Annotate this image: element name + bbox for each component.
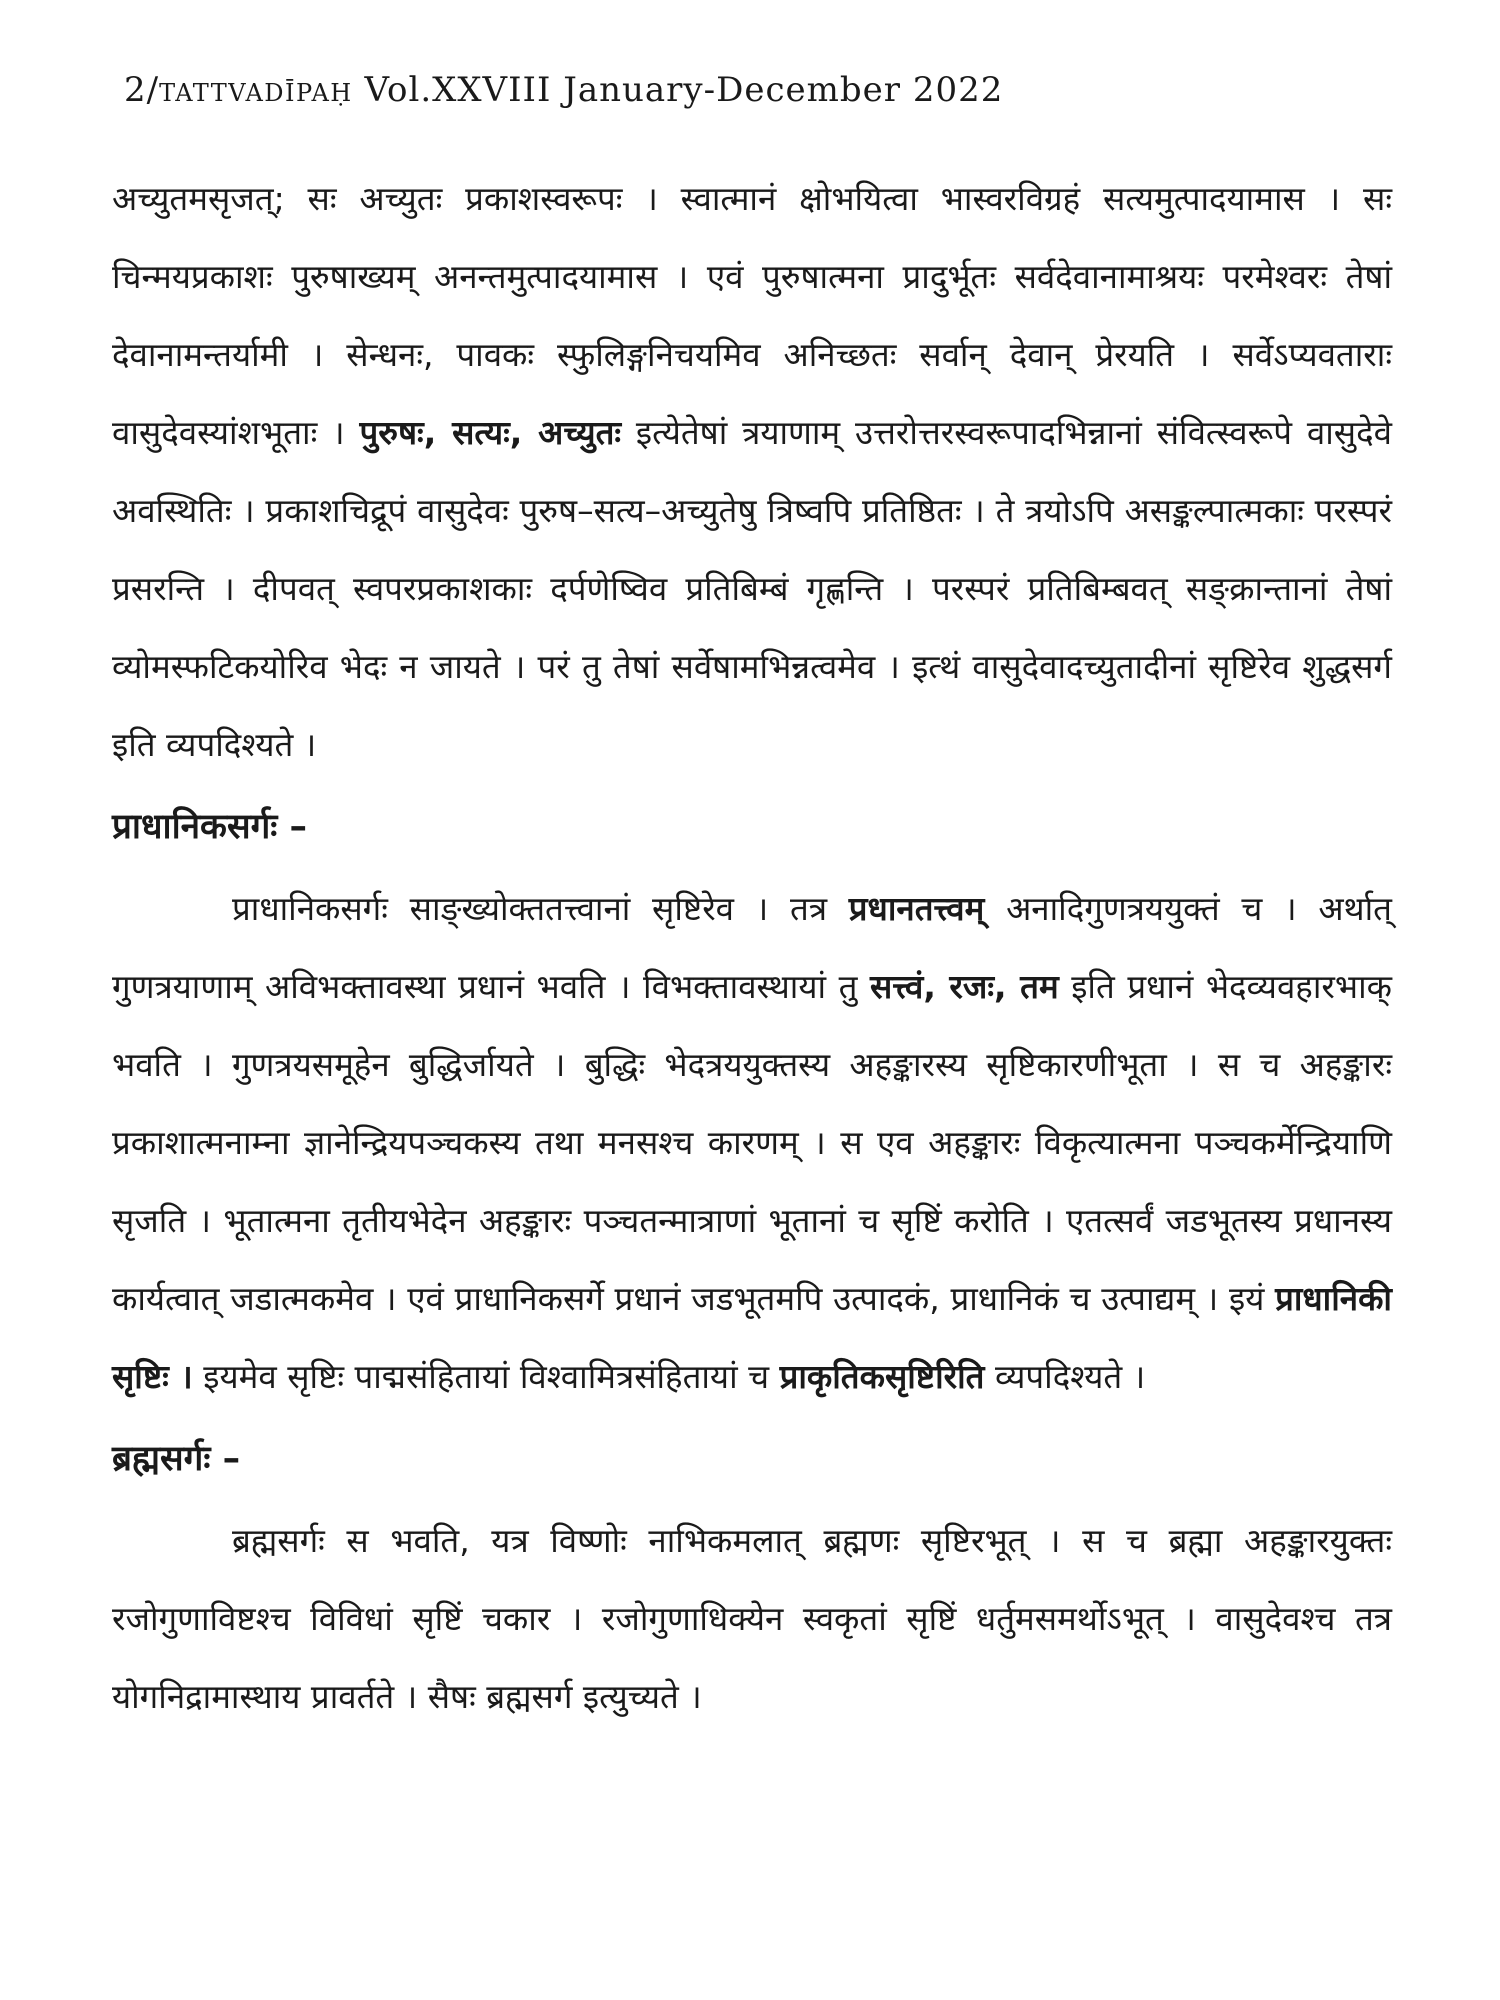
bold-term: प्राधानिकी सृष्टिः । (112, 1279, 1392, 1396)
paragraph-text: ब्रह्मसर्गः स भवति, यत्र विष्णोः नाभिकमलात् ब्रह्मणः सृष्टिरभूत् । स च ब्रह्मा अहङ्कारयुक्तः रजोगुणाविष्टश्च विविधां सृष्टिं चकार । रजोगुणाधिक्येन स्वकृतां सृष्टिं धर्तुमसमर्थोऽभूत् । वासुदेवश्च तत्र योगनिद्रामास्थाय प्रावर्तते । सैषः ब्रह्मसर्ग इत्युच्यते । (112, 1521, 1392, 1716)
issue-info: Vol.XXVIII January-December 2022 (364, 70, 1004, 110)
paragraph-text: इयमेव सृष्टिः पाद्मसंहितायां विश्वामित्रसंहितायां च (203, 1357, 770, 1396)
paragraph-text: अच्युतमसृजत्; सः अच्युतः प्रकाशस्वरूपः । स्वात्मानं क्षोभयित्वा भास्वरविग्रहं सत्यमुत्पादयामास । सः चिन्मयप्रकाशः पुरुषाख्यम् अनन्तमुत्पादयामास । एवं पुरुषात्मना प्रादुर्भूतः सर्वदेवानामाश्रयः परमेश्वरः तेषां देवानामन्तर्यामी । सेन्धनः, पावकः स्फुलिङ्गनिचयमिव अनिच्छतः सर्वान् देवान् प्रेरयति । सर्वेऽप्यवताराः वासुदेवस्यांशभूताः । (112, 179, 1392, 452)
paragraph-text: प्राधानिकसर्गः साङ्ख्योक्ततत्त्वानां सृष्टिरेव । तत्र (232, 889, 828, 928)
running-header (124, 70, 1003, 110)
paragraph-brahma-sarga (112, 1502, 1392, 1736)
paragraph-text: अनादिगुणत्रययुक्तं च । अर्थात् गुणत्रयाणाम् अविभक्तावस्था प्रधानं भवति । विभक्तावस्थायां तु (112, 889, 1392, 1006)
journal-name: TATTVADĪPAḤ (159, 79, 353, 107)
page-number: 2/ (124, 70, 160, 110)
paragraph-text: इत्येतेषां त्रयाणाम् उत्तरोत्तरस्वरूपादभिन्नानां संवित्स्वरूपे वासुदेवे अवस्थितिः । प्रकाशचिद्रूपं वासुदेवः पुरुष–सत्य–अच्युतेषु त्रिष्वपि प्रतिष्ठितः । ते त्रयोऽपि असङ्कल्पात्मकाः परस्परं प्रसरन्ति । दीपवत् स्वपरप्रकाशकाः दर्पणेष्विव प्रतिबिम्बं गृह्णन्ति । परस्परं प्रतिबिम्बवत् सङ्क्रान्तानां तेषां व्योमस्फटिकयोरिव भेदः न जायते । परं तु तेषां सर्वेषामभिन्नत्वमेव । इत्थं वासुदेवादच्युतादीनां सृष्टिरेव शुद्धसर्ग इति व्यपदिश्यते । (112, 413, 1392, 764)
bold-term: प्राकृतिकसृष्टिरिति (779, 1357, 985, 1396)
paragraph-pradhanika-sarga (112, 870, 1392, 1416)
paragraph-text: व्यपदिश्यते । (994, 1357, 1146, 1396)
bold-term: प्रधानतत्त्वम् (848, 889, 985, 928)
section-heading-brahma: ब्रह्मसर्गः – (112, 1439, 241, 1479)
bold-term: सत्त्वं, रजः, तम (869, 967, 1059, 1006)
paragraph-text: इति प्रधानं भेदव्यवहारभाक् भवति । गुणत्रयसमूहेन बुद्धिर्जायते । बुद्धिः भेदत्रययुक्तस्य अहङ्कारस्य सृष्टिकारणीभूता । स च अहङ्कारः प्रकाशात्मनाम्ना ज्ञानेन्द्रियपञ्चकस्य तथा मनसश्च कारणम् । स एव अहङ्कारः विकृत्यात्मना पञ्चकर्मेन्द्रियाणि सृजति । भूतात्मना तृतीयभेदेन अहङ्कारः पञ्चतन्मात्राणां भूतानां च सृष्टिं करोति । एतत्सर्वं जडभूतस्य प्रधानस्य कार्यत्वात् जडात्मकमेव । एवं प्राधानिकसर्गे प्रधानं जडभूतमपि उत्पादकं, प्राधानिकं च उत्पाद्यम् । इयं (112, 967, 1392, 1318)
body-text (112, 160, 1392, 1736)
section-heading-pradhanika: प्राधानिकसर्गः – (112, 807, 308, 847)
paragraph-shuddha-sarga (112, 160, 1392, 784)
bold-term: पुरुषः, सत्यः, अच्युतः (359, 413, 622, 452)
